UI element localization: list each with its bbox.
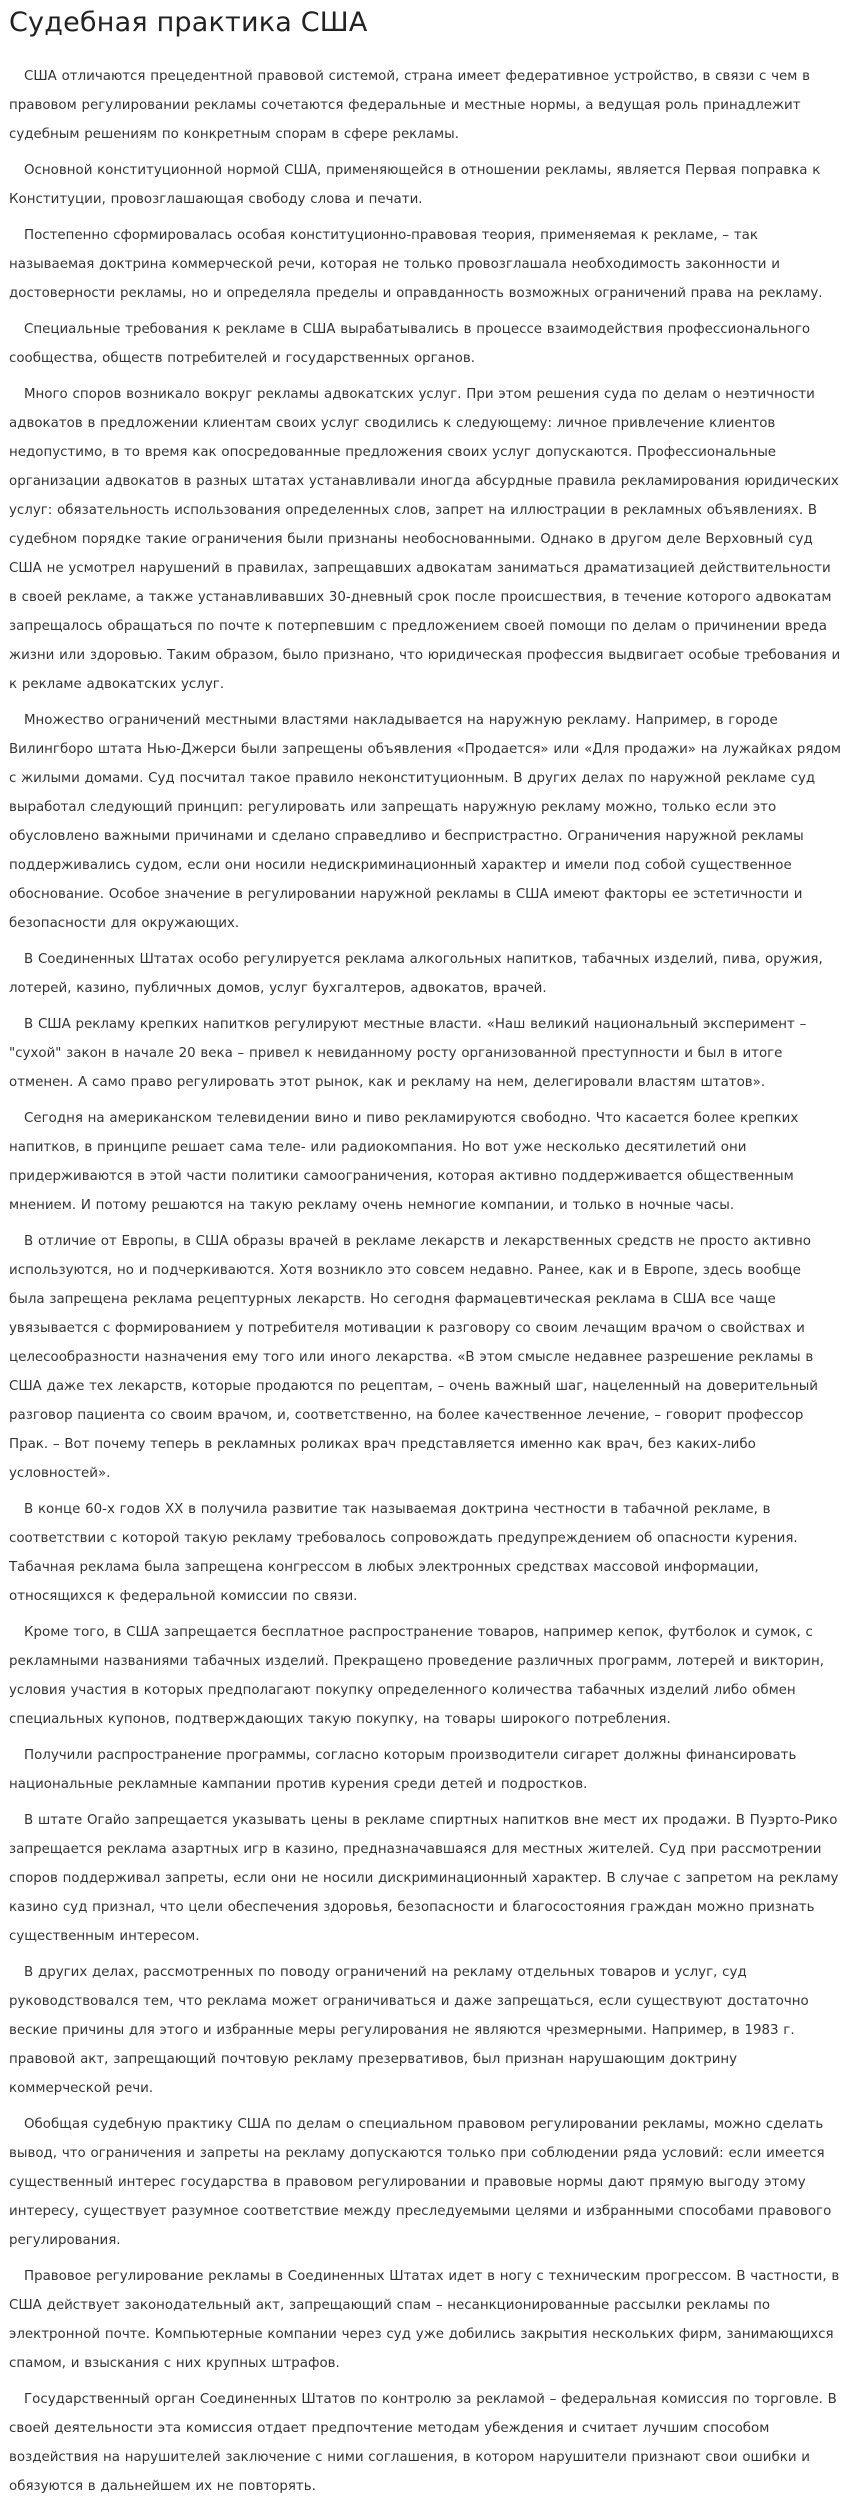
paragraph-lawyer-advertising: Много споров возникало вокруг рекламы адвокатских услуг. При этом решения суда по делам о неэтичности адвокатов в предложении клиентам своих услуг сводились к следующему: личное привлечение клиентов недопустимо, в то время как опосредованные предложения своих услуг допускаются. Профессиональные организации адвокатов в разных штатах устанавливали иногда абсурдные правила рекламирования юридических услуг: обязательность использования определенных слов, запрет на иллюстрации в рекламных объявлениях. В судебном порядке такие ограничения были признаны необоснованными. Однако в другом деле Верховный суд США не усмотрел нарушений в правилах, запрещавших адвокатам заниматься драматизацией действительности в своей рекламе, а также устанавливавших 30-дневный срок после происшествия, в течение которого адвокатам запрещалось обращаться по почте к потерпевшим с предложением своей помощи по делам о причинении вреда жизни или здоровью. Таким образом, было признано, что юридическая профессия выдвигает особые требования и к рекламе адвокатских услуг. <box>9 387 841 692</box>
paragraph-state-bans: В штате Огайо запрещается указывать цены в рекламе спиртных напитков вне мест их продажи. В Пуэрто-Рико запрещается реклама азартных игр в казино, предназначавшаяся для местных жителей. Суд при рассмотрении споров поддерживал запреты, если они не носили дискриминационный характер. В случае с запретом на рекламу казино суд признал, что цели обеспечения здоровья, безопасности и благосостояния граждан можно признать существенным интересом. <box>9 1813 839 1944</box>
paragraph-regulated-categories: В Соединенных Штатах особо регулируется реклама алкогольных напитков, табачных изделий, пива, оружия, лотерей, казино, публичных домов, услуг бухгалтеров, адвокатов, врачей. <box>9 952 823 996</box>
paragraph-ftc: Государственный орган Соединенных Штатов по контролю за рекламой – федеральная комиссия по торговле. В своей деятельности эта комиссия отдает предпочтение методам убеждения и считает лучшим способом воздействия на нарушителей заключение с ними соглашения, в котором нарушители признают свои ошибки и обязуются в дальнейшем их не повторять. <box>9 2392 837 2494</box>
paragraph-tv-alcohol: Сегодня на американском телевидении вино и пиво рекламируются свободно. Что касается более крепких напитков, в принципе решает сама теле- или радиокомпания. Но вот уже несколько десятилетий они придерживаются в этой части политики самоограничения, которая активно поддерживается общественным мнением. И потому решаются на такую рекламу очень немногие компании, и только в ночные часы. <box>9 1111 799 1213</box>
paragraph-tobacco-promotions: Кроме того, в США запрещается бесплатное распространение товаров, например кепок, футболок и сумок, с рекламными названиями табачных изделий. Прекращено проведение различных программ, лотерей и викторин, условия участия в которых предполагают покупку определенного количества табачных изделий либо обмен специальных купонов, подтверждающих такую покупку, на товары широкого потребления. <box>9 1625 824 1727</box>
paragraph-spirits-regulation: В США рекламу крепких напитков регулируют местные власти. «Наш великий национальный эксперимент – "сухой" закон в начале 20 века – привел к невиданному росту организованной преступности и был в итоге отменен. А само право регулировать этот рынок, как и рекламу на нем, делегировали властям штатов». <box>9 1017 807 1090</box>
paragraph-anti-smoking-campaigns: Получили распространение программы, согласно которым производители сигарет должны финансировать национальные рекламные кампании против курения среди детей и подростков. <box>9 1748 797 1792</box>
paragraph-commercial-speech: Постепенно сформировалась особая конституционно-правовая теория, применяемая к рекламе, – так называемая доктрина коммерческой речи, которая не только провозглашала необходимость законности и достоверности рекламы, но и определяла пределы и оправданность возможных ограничений права на рекламу. <box>9 228 823 301</box>
paragraph-fairness-doctrine: В конце 60-х годов XX в получила развитие так называемая доктрина честности в табачной рекламе, в соответствии с которой такую рекламу требовалось сопровождать предупреждением об опасности курения. Табачная реклама была запрещена конгрессом в любых электронных средствах массовой информации, относящихся к федеральной комиссии по связи. <box>9 1502 798 1604</box>
paragraph-special-requirements: Специальные требования к рекламе в США вырабатывались в процессе взаимодействия профессионального сообщества, обществ потребителей и государственных органов. <box>9 322 811 366</box>
paragraph-spam-law: Правовое регулирование рекламы в Соединенных Штатах идет в ногу с техническим прогрессом. В частности, в США действует законодательный акт, запрещающий спам – несанкционированные рассылки рекламы по электронной почте. Компьютерные компании через суд уже добились закрытия нескольких фирм, занимающихся спамом, и взыскания с них крупных штрафов. <box>9 2269 840 2371</box>
page-title: Судебная практика США <box>9 7 368 38</box>
paragraph-first-amendment: Основной конституционной нормой США, применяющейся в отношении рекламы, является Первая поправка к Конституции, провозглашающая свободу слова и печати. <box>9 163 821 207</box>
paragraph-summary: Обобщая судебную практику США по делам о специальном правовом регулировании рекламы, можно сделать вывод, что ограничения и запреты на рекламу допускаются только при соблюдении ряда условий: если имеется существенный интерес государства в правовом регулировании и правовые нормы дают прямую выгоду этому интересу, существует разумное соответствие между преследуемыми целями и избранными способами правового регулирования. <box>9 2117 832 2248</box>
paragraph-outdoor-advertising: Множество ограничений местными властями накладывается на наружную рекламу. Например, в городе Вилингборо штата Нью-Джерси были запрещены объявления «Продается» или «Для продажи» на лужайках рядом с жилыми домами. Суд посчитал такое правило неконституционным. В других делах по наружной рекламе суд выработал следующий принцип: регулировать или запрещать наружную рекламу можно, только если это обусловлено важными причинами и сделано справедливо и беспристрастно. Ограничения наружной рекламы поддерживались судом, если они носили недискриминационный характер и имели под собой существенное обоснование. Особое значение в регулировании наружной рекламы в США имеют факторы ее эстетичности и безопасности для окружающих. <box>9 713 841 931</box>
paragraph-pharma-advertising: В отличие от Европы, в США образы врачей в рекламе лекарств и лекарственных средств не просто активно используются, но и подчеркиваются. Хотя возникло это совсем недавно. Ранее, как и в Европе, здесь вообще была запрещена реклама рецептурных лекарств. Но сегодня фармацевтическая реклама в США все чаще увязывается с формированием у потребителя мотивации к разговору со своим лечащим врачом о свойствах и целесообразности назначения ему того или иного лекарства. «В этом смысле недавнее разрешение рекламы в США даже тех лекарств, которые продаются по рецептам, – очень важный шаг, нацеленный на доверительный разговор пациента со своим врачом, и, соответственно, на более качественное лечение, – говорит профессор Прак. – Вот почему теперь в рекламных роликах врач представляется именно как врач, без каких-либо условностей». <box>9 1234 818 1481</box>
paragraph-legal-system: США отличаются прецедентной правовой системой, страна имеет федеративное устройство, в связи с чем в правовом регулировании рекламы сочетаются федеральные и местные нормы, а ведущая роль принадлежит судебным решениям по конкретным спорам в сфере рекламы. <box>9 69 811 142</box>
article <box>0 6 847 2501</box>
paragraph-court-reasoning: В других делах, рассмотренных по поводу ограничений на рекламу отдельных товаров и услуг, суд руководствовался тем, что реклама может ограничиваться и даже запрещаться, если существуют достаточно веские причины для этого и избранные меры регулирования не являются чрезмерными. Например, в 1983 г. правовой акт, запрещающий почтовую рекламу презервативов, был признан нарушающим доктрину коммерческой речи. <box>9 1965 809 2096</box>
